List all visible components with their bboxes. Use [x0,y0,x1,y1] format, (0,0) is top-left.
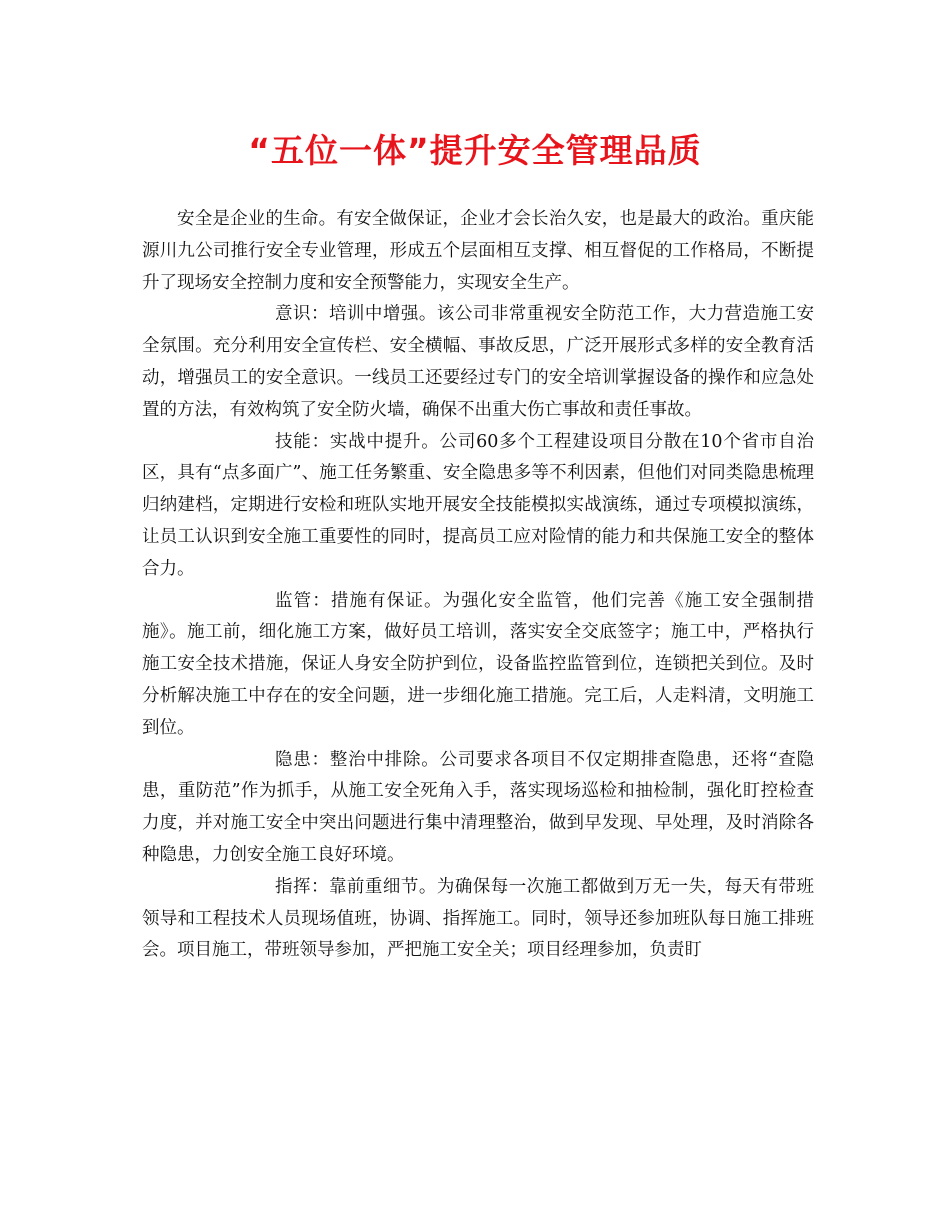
document-body [142,204,814,967]
paragraph-intro: 安全是企业的生命。有安全做保证，企业才会长治久安，也是最大的政治。重庆能源川九公司推行安全专业管理，形成五个层面相互支撑、相互督促的工作格局，不断提升了现场安全控制力度和安全预警能力，实现安全生产。 [142,209,814,293]
paragraph-hazards: 隐患：整治中排除。公司要求各项目不仅定期排查隐患，还将“查隐患，重防范”作为抓手，从施工安全死角入手，落实现场巡检和抽检制，强化盯控检查力度，并对施工安全中突出问题进行集中清理整治，做到早发现、早处理，及时消除各种隐患，力创安全施工良好环境。 [142,749,814,865]
paragraph-supervision: 监管：措施有保证。为强化安全监管，他们完善《施工安全强制措施》。施工前，细化施工方案，做好员工培训，落实安全交底签字；施工中，严格执行施工安全技术措施，保证人身安全防护到位，设备监控监管到位，连锁把关到位。及时分析解决施工中存在的安全问题，进一步细化施工措施。完工后，人走料清，文明施工到位。 [142,590,814,738]
paragraph-skills: 技能：实战中提升。公司60多个工程建设项目分散在10个省市自治区，具有“点多面广”、施工任务繁重、安全隐患多等不利因素，但他们对同类隐患梳理归纳建档，定期进行安检和班队实地开展安全技能模拟实战演练，通过专项模拟演练，让员工认识到安全施工重要性的同时，提高员工应对险情的能力和共保施工安全的整体合力。 [142,431,814,579]
document-title: “五位一体”提升安全管理品质 [248,131,702,170]
paragraph-command: 指挥：靠前重细节。为确保每一次施工都做到万无一失，每天有带班领导和工程技术人员现场值班，协调、指挥施工。同时，领导还参加班队每日施工排班会。项目施工，带班领导参加，严把施工安全关；项目经理参加，负责盯 [142,876,814,961]
paragraph-awareness: 意识：培训中增强。该公司非常重视安全防范工作，大力营造施工安全氛围。充分利用安全宣传栏、安全横幅、事故反思，广泛开展形式多样的安全教育活动，增强员工的安全意识。一线员工还要经过专门的安全培训掌握设备的操作和应急处置的方法，有效构筑了安全防火墙，确保不出重大伤亡事故和责任事故。 [142,304,814,420]
